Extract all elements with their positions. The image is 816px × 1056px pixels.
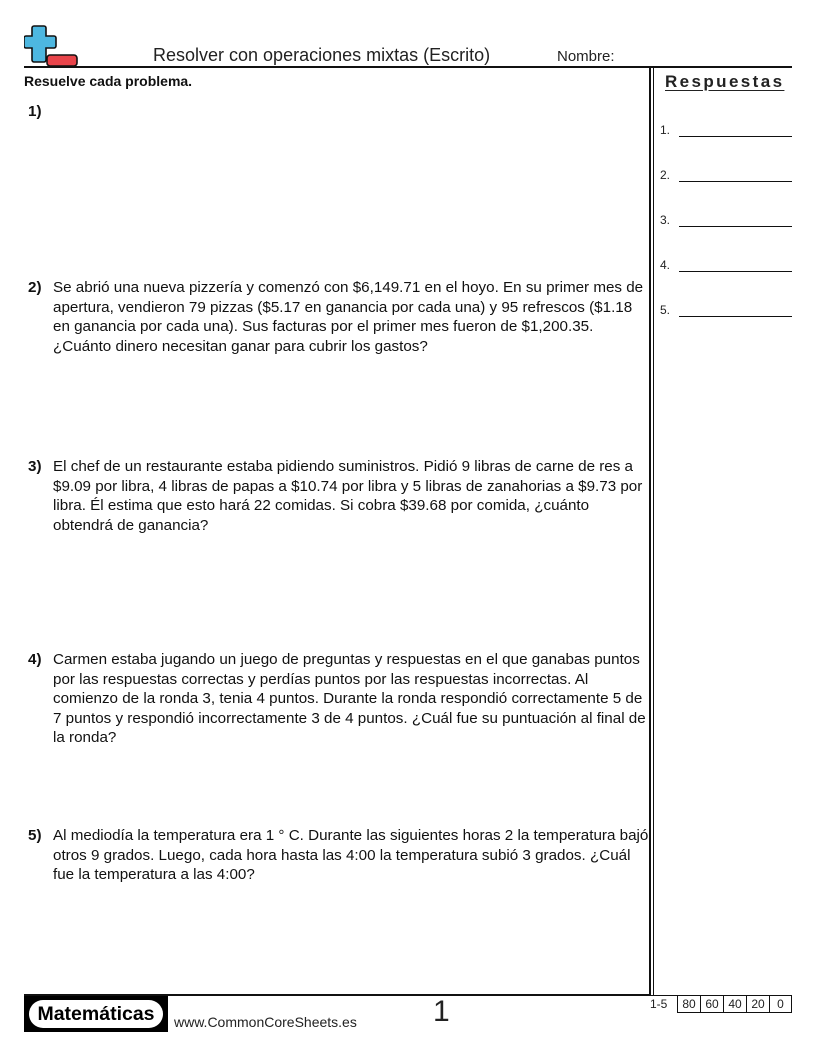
page-number: 1: [433, 995, 450, 1028]
answer-row-4[interactable]: [660, 258, 792, 274]
problem-number: 5): [28, 827, 42, 844]
answer-blank[interactable]: [679, 226, 792, 227]
answer-label: 2.: [660, 168, 671, 182]
problem-text: Al mediodía la temperatura era 1 ° C. Durante las siguientes horas 2 la temperatura bajó otros 9 grados. Luego, cada hora hasta las 4:00 la temperatura subió 3 grados. ¿Cuál fue la temperatura a las 4:00?: [53, 827, 649, 883]
answer-blank[interactable]: [679, 316, 792, 317]
answer-label: 4.: [660, 258, 671, 272]
score-table: [677, 996, 792, 1013]
answer-blank[interactable]: [679, 271, 792, 272]
score-range-label: 1-5: [650, 997, 668, 1011]
answer-label: 5.: [660, 303, 671, 317]
answer-row-1[interactable]: [660, 123, 792, 139]
instructions: Resuelve cada problema.: [24, 73, 193, 89]
answer-blank[interactable]: [679, 136, 792, 137]
score-cell: 60: [701, 996, 724, 1013]
answer-row-2[interactable]: [660, 168, 792, 184]
answer-label: 3.: [660, 213, 671, 227]
column-divider-inner: [653, 68, 654, 995]
answer-row-3[interactable]: [660, 213, 792, 229]
name-label: Nombre:: [557, 48, 615, 65]
page-title: Resolver con operaciones mixtas (Escrito): [153, 45, 491, 65]
problem-text: Se abrió una nueva pizzería y comenzó con $6,149.71 en el hoyo. En su primer mes de apertura, vendieron 79 pizzas ($5.17 en ganancia por cada una) y 95 refrescos ($1.18 en ganancia por cada una). Sus facturas por el primer mes fueron de $1,200.35. ¿Cuánto dinero necesitan ganar para cubrir los gastos?: [53, 279, 644, 355]
answers-title: Respuestas: [665, 72, 785, 91]
score-cell: 0: [770, 996, 792, 1013]
answer-row-5[interactable]: [660, 303, 792, 319]
answer-label: 1.: [660, 123, 671, 137]
plus-minus-icon: [24, 24, 80, 68]
score-cell: 20: [747, 996, 770, 1013]
site-url: www.CommonCoreSheets.es: [174, 1014, 357, 1030]
problem-number: 2): [28, 279, 42, 296]
brand-label: Matemáticas: [29, 1000, 163, 1028]
problem-number: 1): [28, 103, 42, 120]
header-divider: [24, 66, 792, 68]
problem-number: 3): [28, 458, 42, 475]
problem-text: Carmen estaba jugando un juego de preguntas y respuestas en el que ganabas puntos por las respuestas correctas y perdías puntos por las respuestas incorrectas. Al comienzo de la ronda 3, tenia 4 puntos. Durante la ronda respondió correctamente 5 de 7 puntos y respondió incorrectamente 3 de 4 puntos. ¿Cuál fue su puntuación al final de la ronda?: [53, 651, 646, 746]
problem-text: El chef de un restaurante estaba pidiendo suministros. Pidió 9 libras de carne de res a $9.09 por libra, 4 libras de papas a $10.74 por libra y 5 libras de zanahorias a $9.73 por libra. Él estima que esto hará 22 comidas. Si cobra $39.68 por comida, ¿cuánto obtendrá de ganancia?: [53, 458, 643, 534]
problem-number: 4): [28, 651, 42, 668]
score-cell: 40: [724, 996, 747, 1013]
score-cell: 80: [678, 996, 701, 1013]
answer-blank[interactable]: [679, 181, 792, 182]
